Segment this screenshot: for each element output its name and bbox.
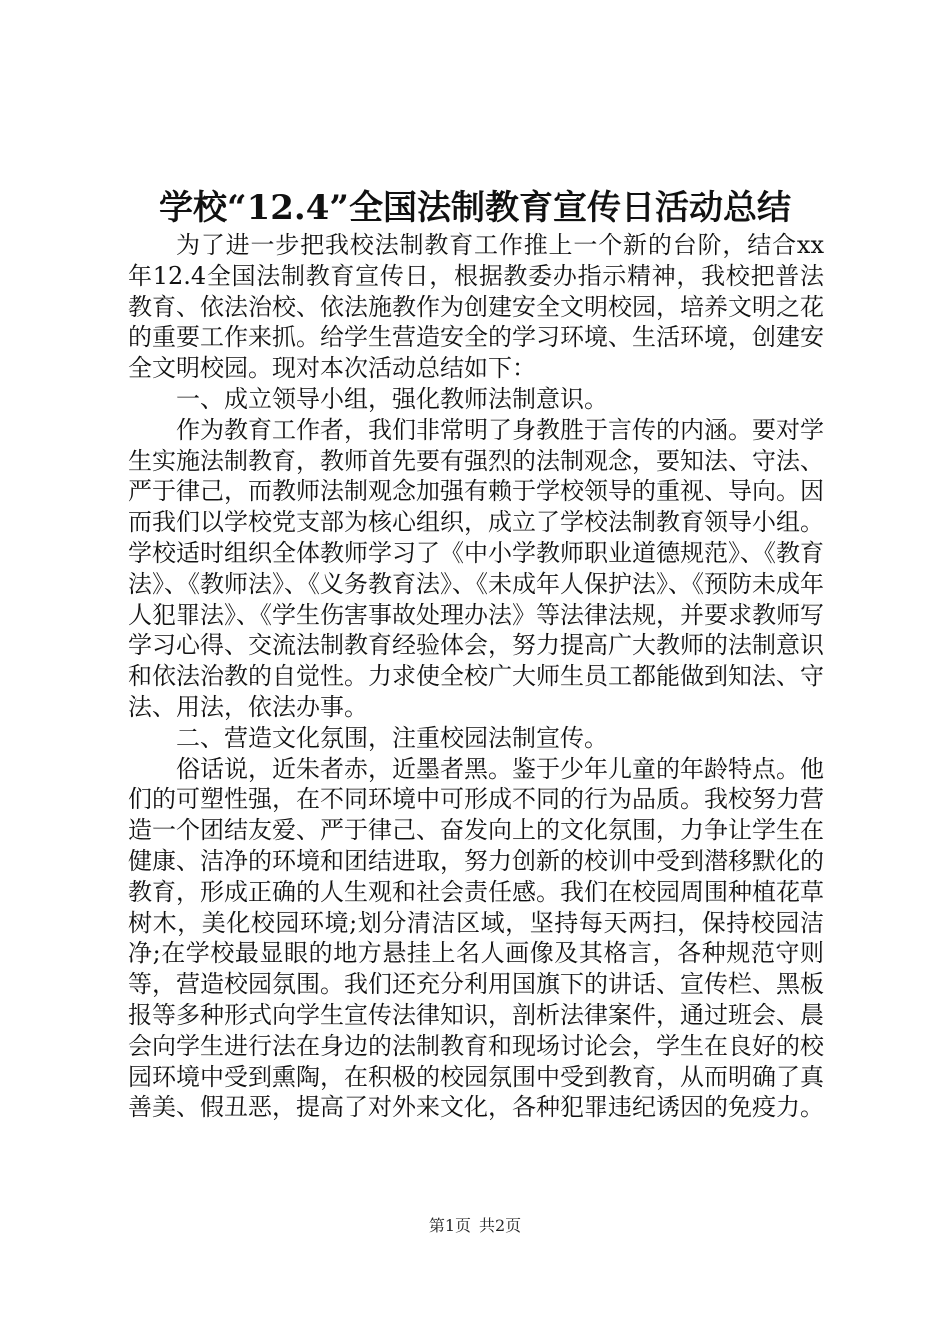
section-heading-1: 一、成立领导小组，强化教师法制意识。 — [176, 384, 608, 413]
section-heading-2: 二、营造文化氛围，注重校园法制宣传。 — [176, 723, 608, 752]
section-paragraph-1: 作为教育工作者，我们非常明了身教胜于言传的内涵。要对学生实施法制教育，教师首先要有强烈的法制观念，要知法、守法、严于律己，而教师法制观念加强有赖于学校领导的重视、导向。因而我们以学校党支部为核心组织，成立了学校法制教育领导小组。学校适时组织全体教师学习了《中小学教师职业道德规范》、《教育法》、《教师法》、《义务教育法》、《未成年人保护法》、《预防未成年人犯罪法》、《学生伤害事故处理办法》等法律法规，并要求教师写学习心得、交流法制教育经验体会，努力提高广大教师的法制意识和依法治教的自觉性。力求使全校广大师生员工都能做到知法、守法、用法，依法办事。 — [128, 415, 824, 721]
page-number: 第1页 — [428, 1216, 471, 1235]
section-paragraph-2: 俗话说，近朱者赤，近墨者黑。鉴于少年儿童的年龄特点。他们的可塑性强，在不同环境中可形成不同的行为品质。我校努力营造一个团结友爱、严于律己、奋发向上的文化氛围，力争让学生在健康、洁净的环境和团结进取，努力创新的校训中受到潜移默化的教育，形成正确的人生观和社会责任感。我们在校园周围种植花草树木，美化校园环境;划分清洁区域，坚持每天两扫，保持校园洁净;在学校最显眼的地方悬挂上名人画像及其格言，各种规范守则等，营造校园氛围。我们还充分利用国旗下的讲话、宣传栏、黑板报等多种形式向学生宣传法律知识，剖析法律案件，通过班会、晨会向学生进行法在身边的法制教育和现场讨论会，学生在良好的校园环境中受到熏陶，在积极的校园氛围中受到教育，从而明确了真善美、假丑恶，提高了对外来文化，各种犯罪违纪诱因的免疫力。 — [128, 754, 824, 1122]
page-footer — [0, 1216, 950, 1236]
document-title: 学校“12.4”全国法制教育宣传日活动总结 — [159, 188, 791, 228]
document-body — [128, 230, 824, 1123]
intro-paragraph: 为了进一步把我校法制教育工作推上一个新的台阶，结合xx年12.4全国法制教育宣传日，根据教委办指示精神，我校把普法教育、依法治校、依法施教作为创建安全文明校园，培养文明之花的重要工作来抓。给学生营造安全的学习环境、生活环境，创建安全文明校园。现对本次活动总结如下： — [128, 231, 824, 383]
page-total: 共2页 — [479, 1216, 522, 1235]
